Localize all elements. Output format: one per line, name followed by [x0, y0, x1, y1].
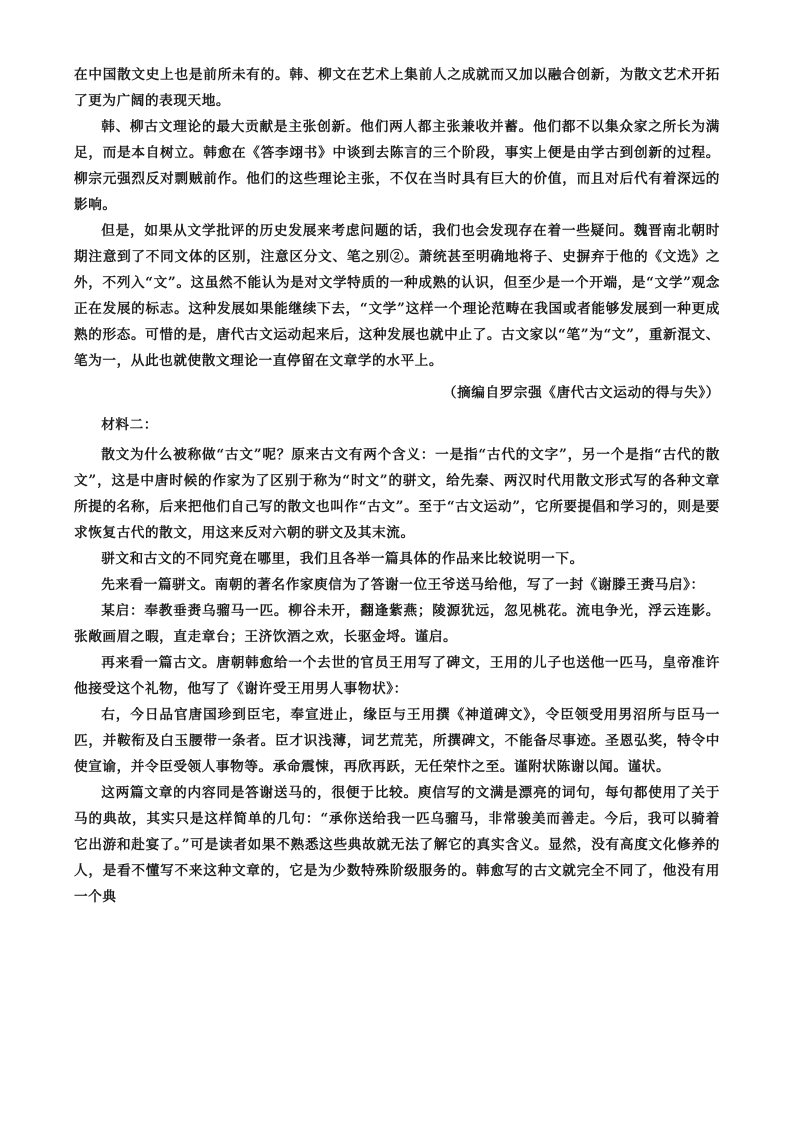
document-body [74, 62, 720, 910]
paragraph: 韩、柳古文理论的最大贡献是主张创新。他们两人都主张兼收并蓄。他们都不以集众家之所长为满足，而是本自树立。韩愈在《答李翊书》中谈到去陈言的三个阶段，事实上便是由学古到创新的过程。柳宗元强烈反对剽贼前作。他们的这些理论主张，不仅在当时具有巨大的价值，而且对后代有着深远的影响。 [74, 119, 720, 213]
paragraph: 散文为什么被称做“古文”呢？原来古文有两个含义：一是指“古代的文字”，另一个是指“古代的散文”，这是中唐时候的作家为了区别于称为“时文”的骈文，给先秦、两汉时代用散文形式写的各种文章所提的名称，后来把他们自己写的散文也叫作“古文”。至于“古文运动”，它所要提倡和学习的，则是要求恢复古代的散文，用这来反对六朝的骈文及其末流。 [74, 447, 720, 541]
citation: （摘编自罗宗强《唐代古文运动的得与失》） [442, 385, 720, 401]
paragraph-continued: 在中国散文史上也是前所未有的。韩、柳文在艺术上集前人之成就而又加以融合创新，为散文艺术开拓了更为广阔的表现天地。 [74, 67, 720, 109]
section-heading: 材料二： [101, 417, 158, 433]
paragraph: 先来看一篇骈文。南朝的著名作家庾信为了答谢一位王爷送马给他，写了一封《谢滕王赉马启》： [101, 577, 705, 593]
paragraph: 骈文和古文的不同究竟在哪里，我们且各举一篇具体的作品来比较说明一下。 [101, 551, 584, 567]
quoted-text: 右，今日品官唐国珍到臣宅，奉宣进止，缘臣与王用撰《神道碑文》，令臣领受用男沼所与臣马一匹，并鞍衔及白玉腰带一条者。臣才识浅薄，词艺荒芜，所撰碑文，不能备尽事迹。圣恩弘奖，特令中使宣谕，并令臣受领人事物等。承命震悚，再欣再跃，无任荣忭之至。谨附状陈谢以闻。谨状。 [74, 707, 720, 775]
paragraph: 这两篇文章的内容同是答谢送马的，很便于比较。庾信写的文满是漂亮的词句，每句都使用了关于马的典故，其实只是这样简单的几句：“承你送给我一匹乌骝马，非常骏美而善走。今后，我可以骑着它出游和赴宴了。”可是读者如果不熟悉这些典故就无法了解它的真实含义。显然，没有高度文化修养的人，是看不懂写不来这种文章的，它是为少数特殊阶级服务的。韩愈写的古文就完全不同了，他没有用一个典 [74, 785, 720, 905]
paragraph: 再来看一篇古文。唐朝韩愈给一个去世的官员王用写了碑文，王用的儿子也送他一匹马，皇帝准许他接受这个礼物，他写了《谢许受王用男人事物状》： [74, 655, 720, 697]
quoted-text: 某启：奉教垂赉乌骝马一匹。柳谷未开，翻逢紫燕；陵源犹远，忽见桃花。流电争光，浮云连影。张敞画眉之暇，直走章台；王济饮酒之欢，长驱金埒。谨启。 [74, 603, 720, 645]
paragraph: 但是，如果从文学批评的历史发展来考虑问题的话，我们也会发现存在着一些疑问。魏晋南北朝时期注意到了不同文体的区别，注意区分文、笔之别②。萧统甚至明确地将子、史摒弃于他的《文选》之外，不列入“文”。这虽然不能认为是对文学特质的一种成熟的认识，但至少是一个开端，是“文学”观念正在发展的标志。这种发展如果能继续下去，“文学”这样一个理论范畴在我国或者能够发展到一种更成熟的形态。可惜的是，唐代古文运动起来后，这种发展也就中止了。古文家以“笔”为“文”，重新混文、笔为一，从此也就使散文理论一直停留在文章学的水平上。 [74, 223, 720, 369]
